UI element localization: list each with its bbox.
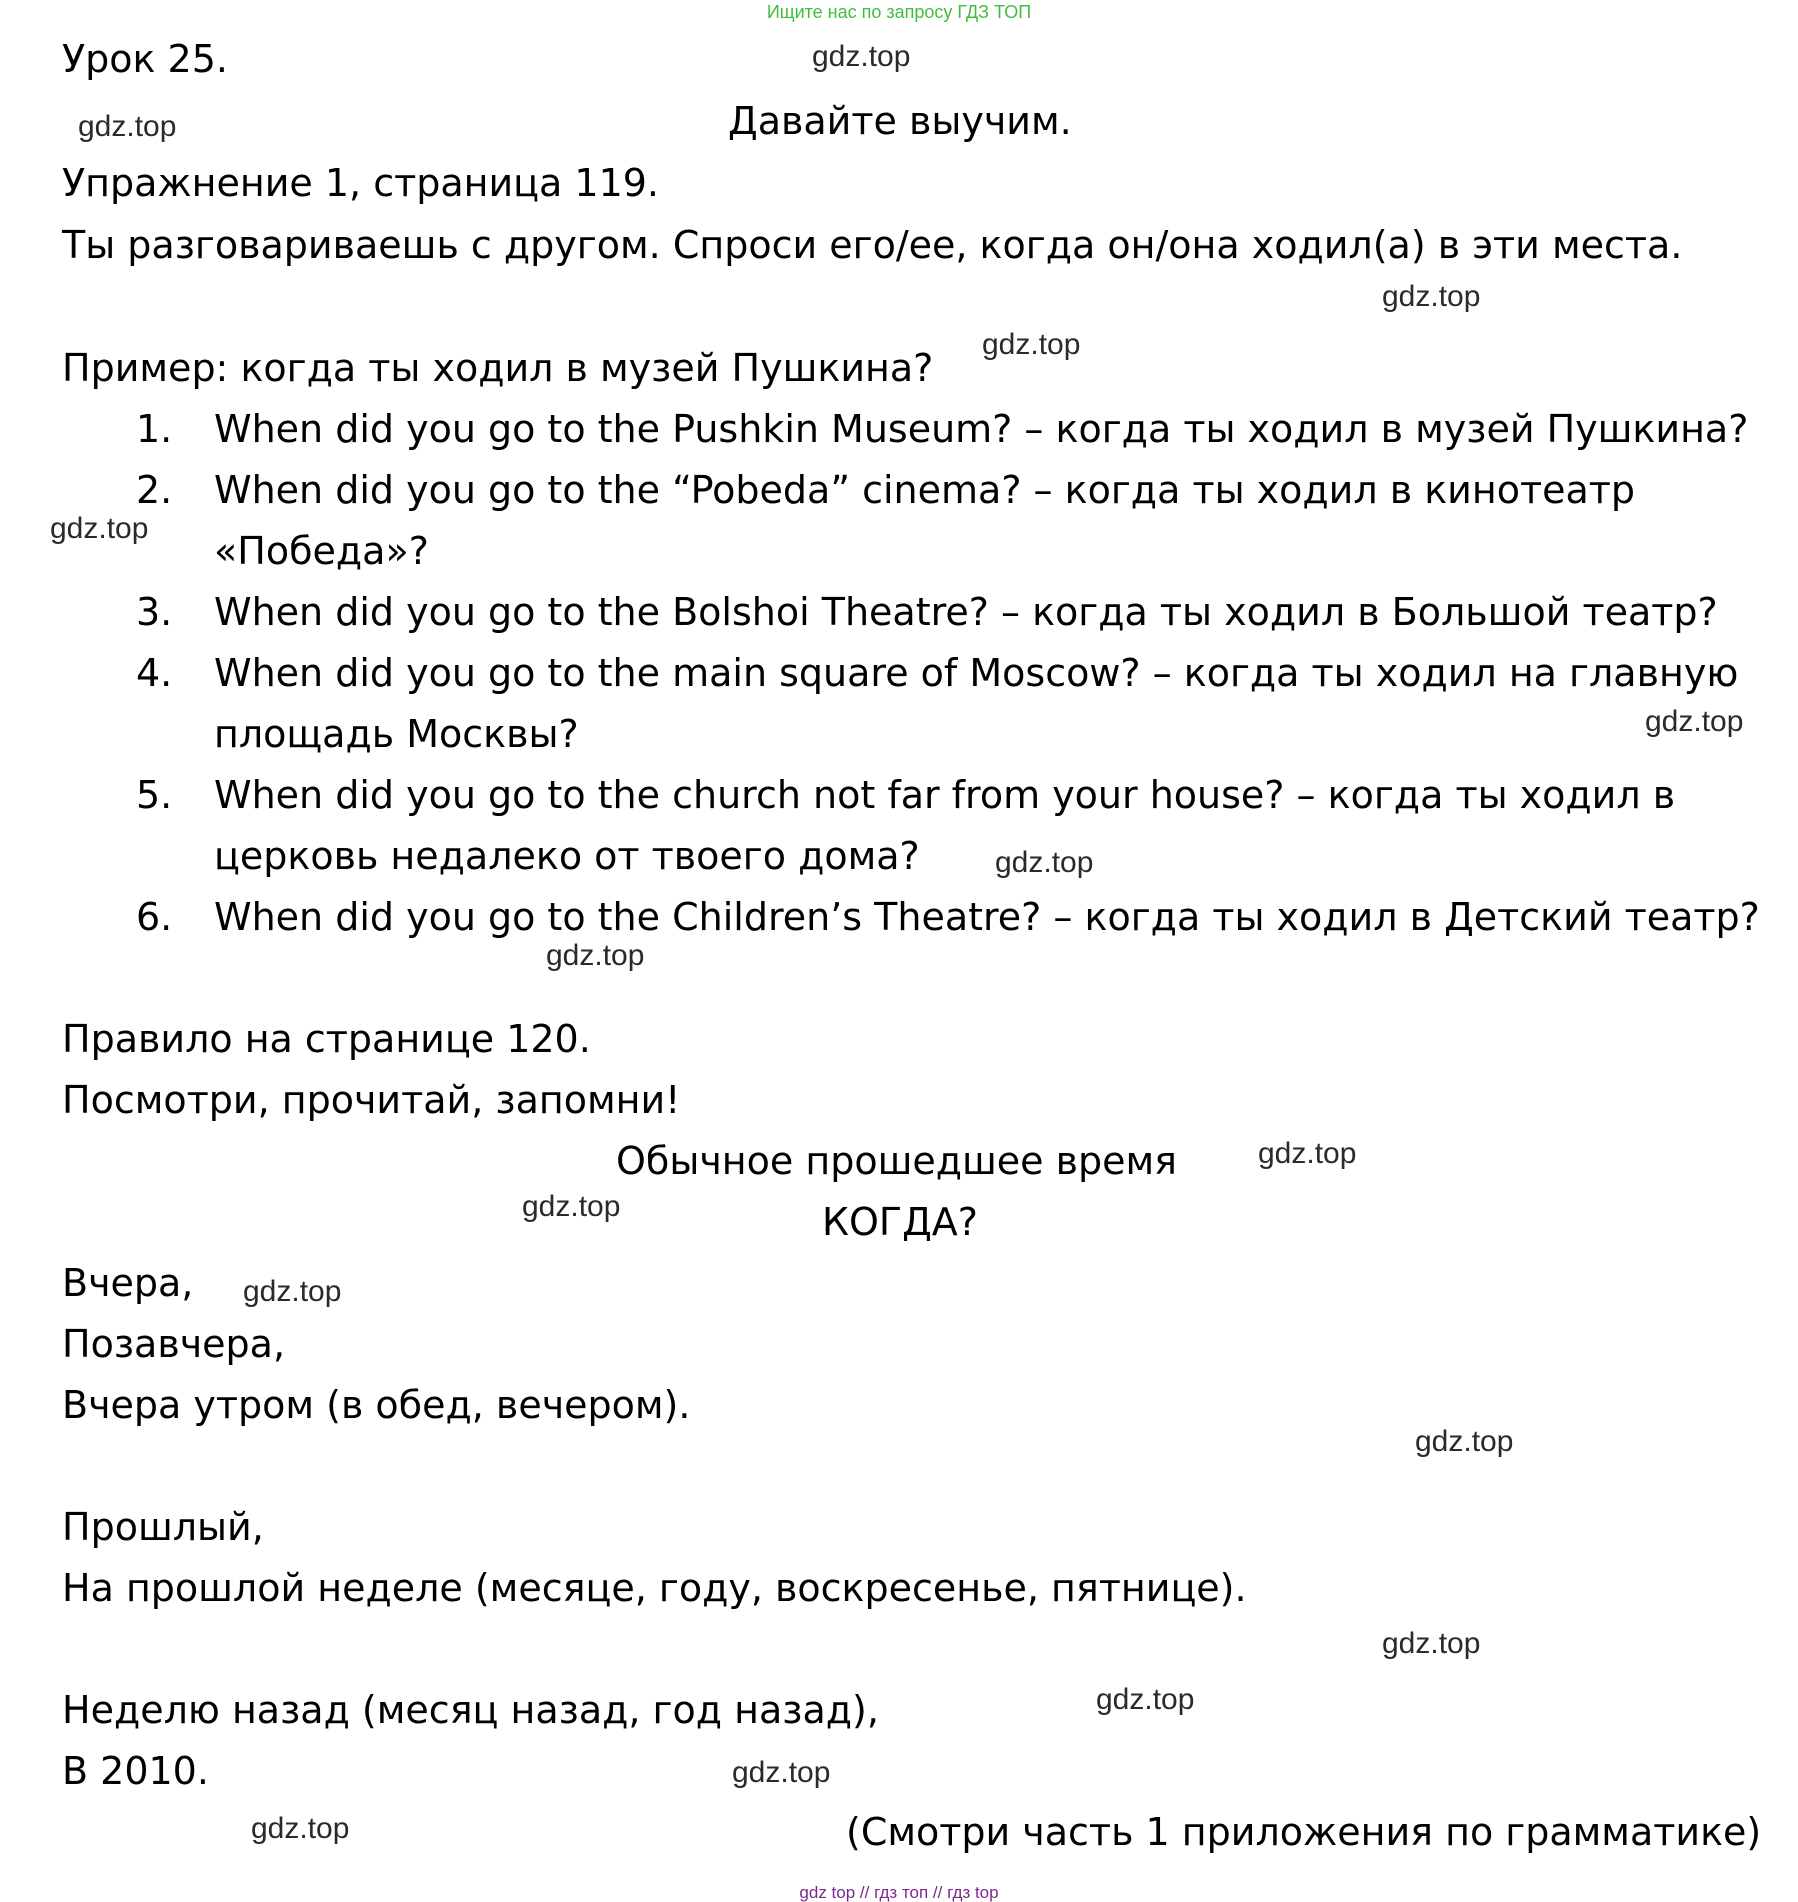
watermark: gdz.top xyxy=(732,1756,831,1789)
time-word: Позавчера, xyxy=(62,1322,286,1366)
grammar-appendix-note: (Смотри часть 1 приложения по грамматике) xyxy=(846,1810,1762,1854)
watermark: gdz.top xyxy=(546,939,645,972)
time-word: В 2010. xyxy=(62,1749,209,1793)
watermark: gdz.top xyxy=(1096,1683,1195,1716)
list-item: When did you go to the main square of Moscow? – когда ты ходил на главную xyxy=(214,651,1739,695)
when-question: КОГДА? xyxy=(822,1200,978,1244)
watermark: gdz.top xyxy=(1258,1137,1357,1170)
top-banner: Ищите нас по запросу ГДЗ ТОП xyxy=(766,2,1032,22)
time-word: Прошлый, xyxy=(62,1505,264,1549)
watermark: gdz.top xyxy=(982,328,1081,361)
example-text: Пример: когда ты ходил в музей Пушкина? xyxy=(62,346,934,390)
instruction: Посмотри, прочитай, запомни! xyxy=(62,1078,681,1122)
watermark: gdz.top xyxy=(1415,1425,1514,1458)
list-item: When did you go to the “Pobeda” cinema? – когда ты ходил в кинотеатр xyxy=(214,468,1636,512)
list-item: When did you go to the Children’s Theatre? – когда ты ходил в Детский театр? xyxy=(214,895,1760,939)
list-number: 1. xyxy=(136,407,173,451)
time-word: Вчера утром (в обед, вечером). xyxy=(62,1383,691,1427)
list-number: 6. xyxy=(136,895,173,939)
section-subtitle: Давайте выучим. xyxy=(728,99,1072,143)
list-item: When did you go to the Pushkin Museum? – когда ты ходил в музей Пушкина? xyxy=(214,407,1749,451)
list-number: 5. xyxy=(136,773,173,817)
list-item: When did you go to the Bolshoi Theatre? – когда ты ходил в Большой театр? xyxy=(214,590,1718,634)
lesson-title: Урок 25. xyxy=(62,37,228,81)
list-item-continuation: церковь недалеко от твоего дома? xyxy=(214,834,920,878)
watermark: gdz.top xyxy=(995,846,1094,879)
list-number: 4. xyxy=(136,651,173,695)
watermark: gdz.top xyxy=(522,1190,621,1223)
tense-title: Обычное прошедшее время xyxy=(616,1139,1178,1183)
list-number: 3. xyxy=(136,590,173,634)
task-text: Ты разговариваешь с другом. Спроси его/ее, когда он/она ходил(а) в эти места. xyxy=(62,223,1683,267)
time-word: На прошлой неделе (месяце, году, воскресенье, пятнице). xyxy=(62,1566,1247,1610)
watermark: gdz.top xyxy=(1645,705,1744,738)
watermark: gdz.top xyxy=(243,1275,342,1308)
bottom-banner: gdz top // гдз топ // гдз top xyxy=(799,1883,999,1902)
watermark: gdz.top xyxy=(50,512,149,545)
list-item: When did you go to the church not far from your house? – когда ты ходил в xyxy=(214,773,1676,817)
list-item-continuation: площадь Москвы? xyxy=(214,712,579,756)
watermark: gdz.top xyxy=(1382,280,1481,313)
watermark: gdz.top xyxy=(251,1812,350,1845)
watermark: gdz.top xyxy=(78,110,177,143)
watermark: gdz.top xyxy=(812,40,911,73)
time-word: Вчера, xyxy=(62,1261,194,1305)
exercise-heading: Упражнение 1, страница 119. xyxy=(62,161,660,205)
watermark: gdz.top xyxy=(1382,1627,1481,1660)
time-word: Неделю назад (месяц назад, год назад), xyxy=(62,1688,879,1732)
rule-reference: Правило на странице 120. xyxy=(62,1017,591,1061)
list-number: 2. xyxy=(136,468,173,512)
list-item-continuation: «Победа»? xyxy=(214,529,429,573)
